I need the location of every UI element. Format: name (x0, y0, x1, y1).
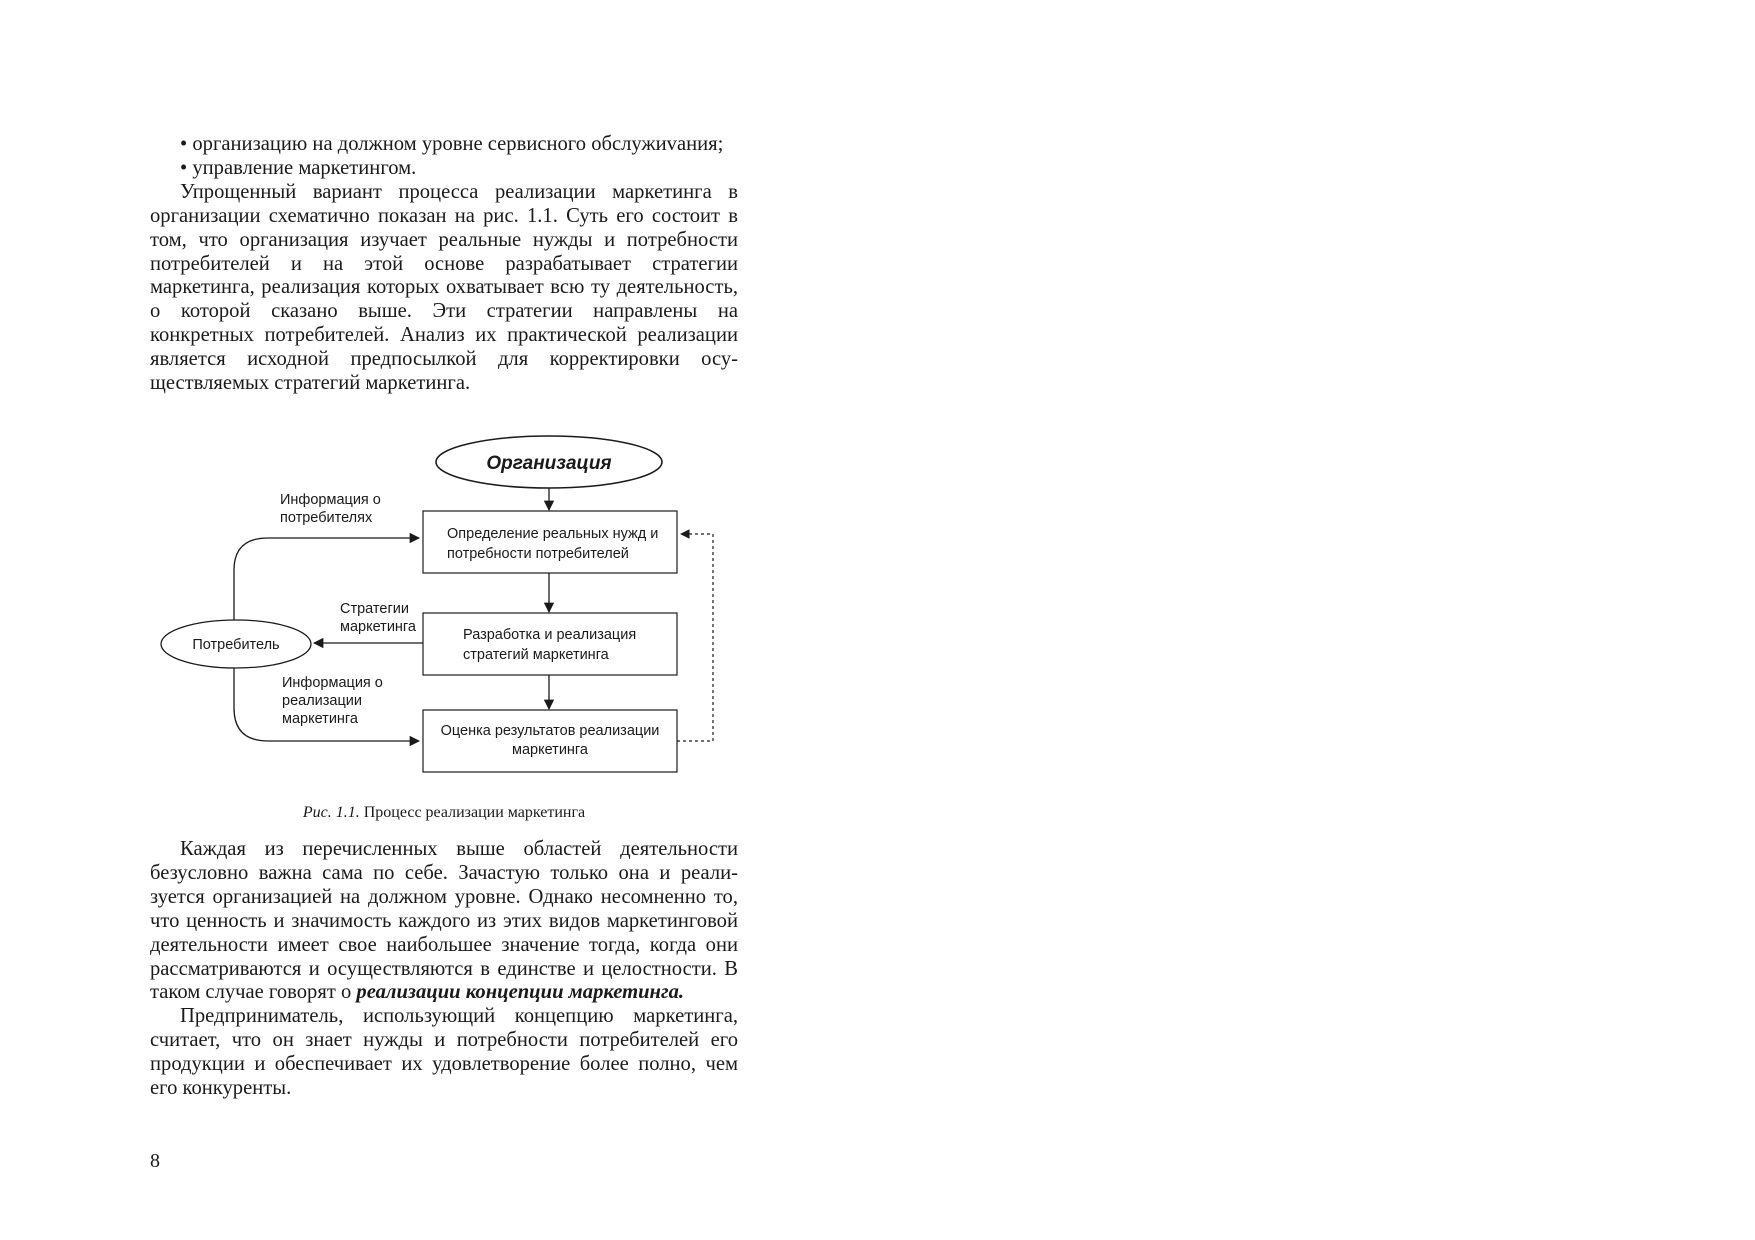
paragraph-process-description: Упрощенный вариант процесса реализации маркетинга в организации схематично показан на рис. 1.1. Суть его состоит в том, что организация изучает реальные нужды и потребности потребителей и на этой основе разрабатывает стратегии маркетинга, реализация которых охватывает всю ту деятельность, о которой сказано выше. Эти стратегии направлены на конкретных потребителей. Анализ их практической реализации является исходной предпосылкой для корректировки осуществляемых стратегий маркетинга. (150, 180, 738, 395)
box1-line1: Определение реальных нужд и (447, 526, 659, 542)
box2-line2: стратегий маркетинга (463, 647, 609, 663)
node-organization-label: Организация (486, 453, 612, 474)
node-consumer (161, 620, 311, 668)
box2-line1: Разработка и реализация (463, 627, 637, 643)
node-consumer-label: Потребитель (192, 637, 280, 653)
figure-caption (150, 803, 738, 823)
label-info-impl-1: Информация о (282, 675, 383, 691)
box-strategy-development (423, 613, 677, 675)
feedback-dashed-arrow (677, 534, 713, 741)
marketing-process-diagram (150, 430, 738, 790)
page-number: 8 (150, 1150, 160, 1172)
label-info-impl-2: реализации (282, 693, 362, 709)
bullet-item-management: • управление маркетингом. (180, 156, 417, 179)
label-strategies-2: маркетинга (340, 619, 416, 635)
bullet-item-service: • организацию на должном уровне сервисного обслужиvания; (180, 133, 724, 155)
figure-caption-text: Процесс реализации маркетинга (359, 804, 586, 821)
box1-line2: потребности потребителей (447, 546, 629, 562)
top-text-block (150, 133, 738, 396)
box3-line1: Оценка результатов реализации (440, 723, 660, 739)
concept-emphasis: реализации концепции маркетинга. (356, 981, 685, 1004)
paragraph-importance-main: Каждая из перечисленных выше областей деятельности безусловно важна сама по себе. Зачастую только она и реализуется организацией на должном уровне. Однако несомненно то, что ценность и значимость каждого из этих видов маркетинговой деятельности имеет свое наибольшее значение тогда, когда они рассматриваются и осуществляются в единстве и целостности. В таком случае говорят о (150, 838, 738, 1004)
box-needs-identification (423, 511, 677, 573)
label-strategies-1: Стратегии (340, 601, 409, 617)
label-info-consumers-2: потребителях (280, 510, 373, 526)
label-info-consumers-1: Информация о (280, 492, 381, 508)
figure-caption-label: Рис. 1.1. (302, 804, 360, 821)
box3-line2: маркетинга (512, 742, 588, 758)
label-info-impl-3: маркетинга (282, 711, 358, 727)
box-results-evaluation (423, 710, 677, 772)
paragraph-importance (150, 838, 738, 1005)
paragraph-entrepreneur: Предприниматель, использующий концепцию маркетинга, считает, что он знает нужды и потребности потребителей его продукции и обеспечивает их удовлетворение более полно, чем его конкуренты. (150, 1005, 738, 1100)
node-organization (436, 436, 662, 488)
bottom-text-block (150, 838, 738, 1101)
